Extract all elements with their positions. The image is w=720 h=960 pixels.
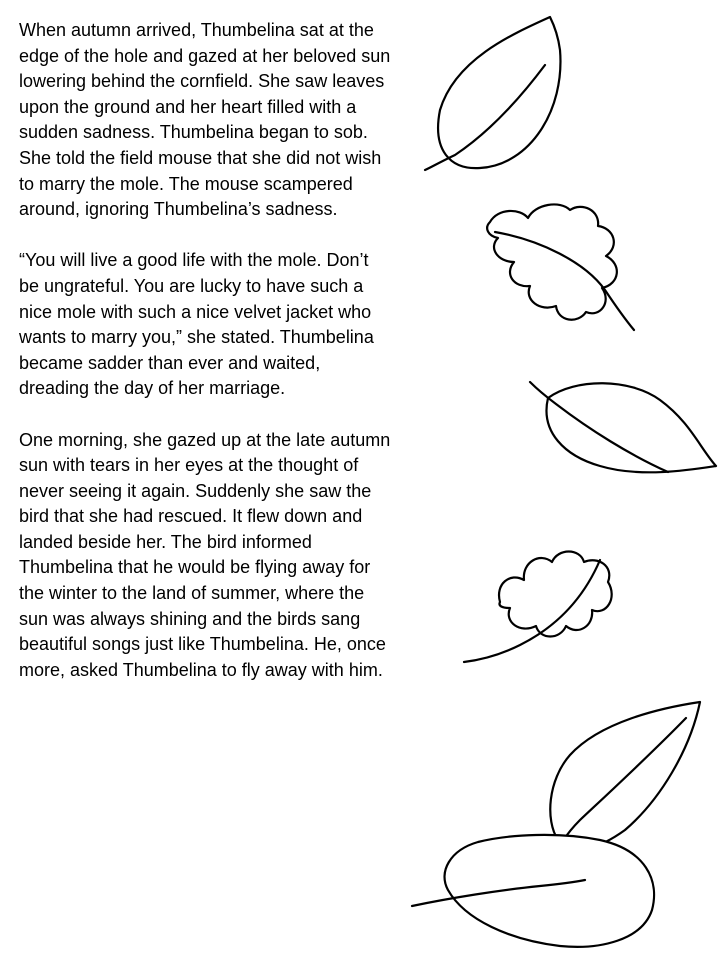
- oval-leaf-3: [550, 702, 700, 849]
- story-paragraph-1: When autumn arrived, Thumbelina sat at the edge of the hole and gazed at her beloved sun lowering behind the cornfield. She saw leaves upon the ground and her heart filled with a sudden sadness. Thumbelina began to sob. She told the field mouse that she did not wish to marry the mole. The mouse scampered around, ignoring Thumbelina’s sadness.: [19, 20, 391, 220]
- oval-leaf-4: [412, 835, 654, 947]
- autumn-leaves-illustration: [400, 0, 720, 960]
- oak-leaf-2: [464, 552, 612, 663]
- story-paragraph-2: “You will live a good life with the mole. Don’t be ungrateful. You are lucky to have such a nice mole with such a nice velvet jacket who wants to marry you,” she stated. Thumbelina became sadder than ever and waited, dreading the day of her marriage.: [19, 250, 374, 399]
- story-paragraph-3: One morning, she gazed up at the late autumn sun with tears in her eyes at the thought of never seeing it again. Suddenly she saw the bird that she had rescued. It flew down and landed beside her. The bird informed Thumbelina that he would be flying away for the winter to the land of summer, where the sun was always shining and the birds sang beautiful songs just like Thumbelina. He, once more, asked Thumbelina to fly away with him.: [19, 429, 391, 680]
- oak-leaf-1: [487, 204, 634, 330]
- oval-leaf-1: [425, 17, 560, 170]
- story-text: [19, 18, 391, 709]
- oval-leaf-2: [530, 382, 716, 472]
